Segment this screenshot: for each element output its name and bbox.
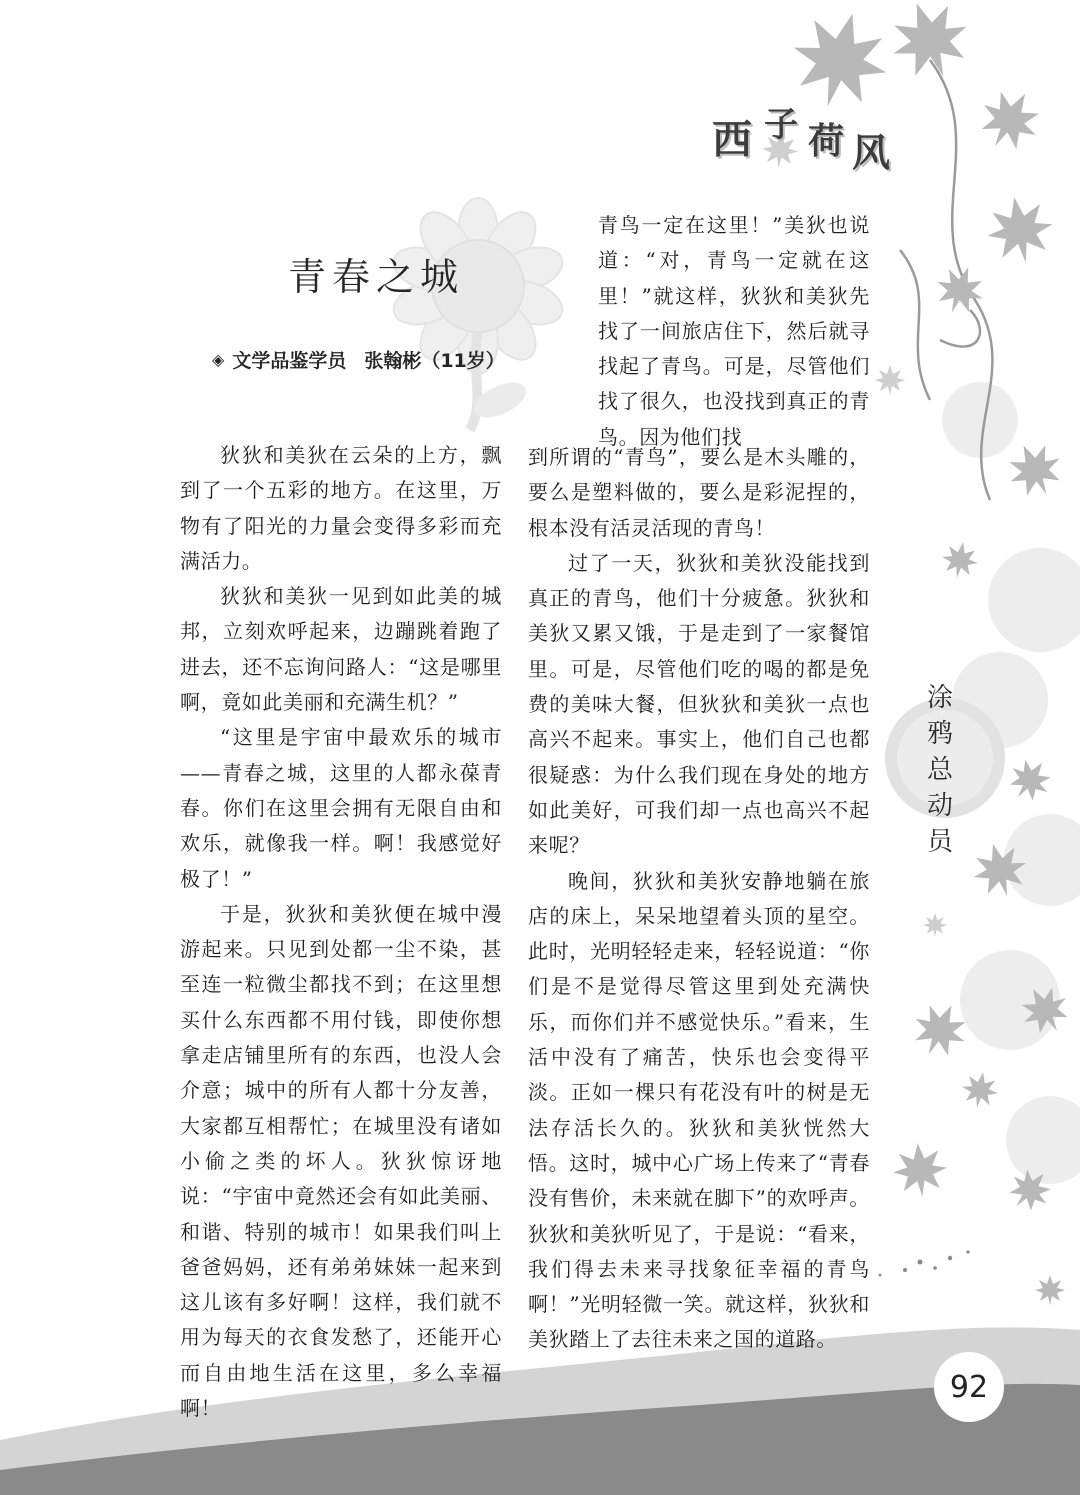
masthead-char: 风 <box>852 131 891 175</box>
masthead-char: 子 <box>764 105 798 145</box>
section-tag-char: 动 <box>926 791 953 821</box>
sunflower-illustration <box>388 198 568 430</box>
magazine-masthead <box>712 105 912 178</box>
paragraph: 晚间，狄狄和美狄安静地躺在旅店的床上，呆呆地望着头顶的星空。此时，光明轻轻走来，轻轻说道：“你们是不是觉得尽管这里到处充满快乐，而你们并不感觉快乐。”看来，生活中没有了痛苦，快乐也会变得平淡。正如一棵只有花没有叶的树是无法存活长久的。狄狄和美狄恍然大悟。这时，城中心广场上传来了“青春没有售价，未来就在脚下”的欢呼声。狄狄和美狄听见了，于是说：“看来，我们得去未来寻找象征幸福的青鸟啊！”光明轻微一笑。就这样，狄狄和美狄踏上了去往未来之国的道路。 <box>528 868 870 1352</box>
masthead-char: 西 <box>712 117 752 163</box>
byline <box>212 346 505 373</box>
section-tag-char: 涂 <box>926 683 953 713</box>
section-tag <box>920 680 960 860</box>
section-tag-char: 总 <box>926 755 953 785</box>
page-number: 92 <box>934 1352 1004 1422</box>
column-left <box>180 438 502 1426</box>
paragraph: 过了一天，狄狄和美狄没能找到真正的青鸟，他们十分疲惫。狄狄和美狄又累又饿，于是走到了一家餐馆里。可是，尽管他们吃的喝的都是免费的美味大餐，但狄狄和美狄一点也高兴不起来。事实上，他们自己也都很疑惑：为什么我们现在身处的地方如此美好，可我们却一点也高兴不起来呢？ <box>528 550 870 858</box>
byline-author: 张翰彬（11岁） <box>364 350 505 372</box>
paragraph: 到所谓的“青鸟”，要么是木头雕的，要么是塑料做的，要么是彩泥捏的，根本没有活灵活现的青鸟！ <box>528 445 870 540</box>
section-tag-char: 员 <box>926 827 953 857</box>
sparkles <box>879 1250 970 1276</box>
paragraph: 狄狄和美狄在云朵的上方，飘到了一个五彩的地方。在这里，万物有了阳光的力量会变得多彩而充满活力。 <box>180 443 502 573</box>
paragraph: 于是，狄狄和美狄便在城中漫游起来。只见到处都一尘不染，甚至连一粒微尘都找不到；在这里想买什么东西都不用付钱，即使你想拿走店铺里所有的东西，也没人会介意；城中的所有人都十分友善，大家都互相帮忙；在城里没有诸如小偷之类的坏人。狄狄惊讶地说：“宇宙中竟然还会有如此美丽、和谐、特别的城市！如果我们叫上爸爸妈妈，还有弟弟妹妹一起来到这儿该有多好啊！这样，我们就不用为每天的衣食发愁了，还能开心而自由地生活在这里，多么幸福啊！ <box>180 901 502 1421</box>
byline-role: 文学品鉴学员 <box>232 350 347 372</box>
article-title: 青春之城 <box>288 255 465 299</box>
paragraph: “这里是宇宙中最欢乐的城市——青春之城，这里的人都永葆青春。你们在这里会拥有无限自由和欢乐，就像我一样。啊！我感觉好极了！” <box>180 725 502 891</box>
column-right-top <box>598 208 870 455</box>
section-tag-char: 鸦 <box>926 719 953 749</box>
masthead-char: 荷 <box>808 121 845 162</box>
bullet-icon: ◈ <box>212 350 225 369</box>
column-right <box>528 440 870 1358</box>
paragraph: 青鸟一定在这里！”美狄也说道：“对，青鸟一定就在这里！”就这样，狄狄和美狄先找了一间旅店住下，然后就寻找起了青鸟。可是，尽管他们找了很久，也没找到真正的青鸟。因为他们找 <box>598 213 870 449</box>
paragraph: 狄狄和美狄一见到如此美的城邦，立刻欢呼起来，边蹦跳着跑了进去，还不忘询问路人：“这是哪里啊，竟如此美丽和充满生机？” <box>180 584 502 715</box>
